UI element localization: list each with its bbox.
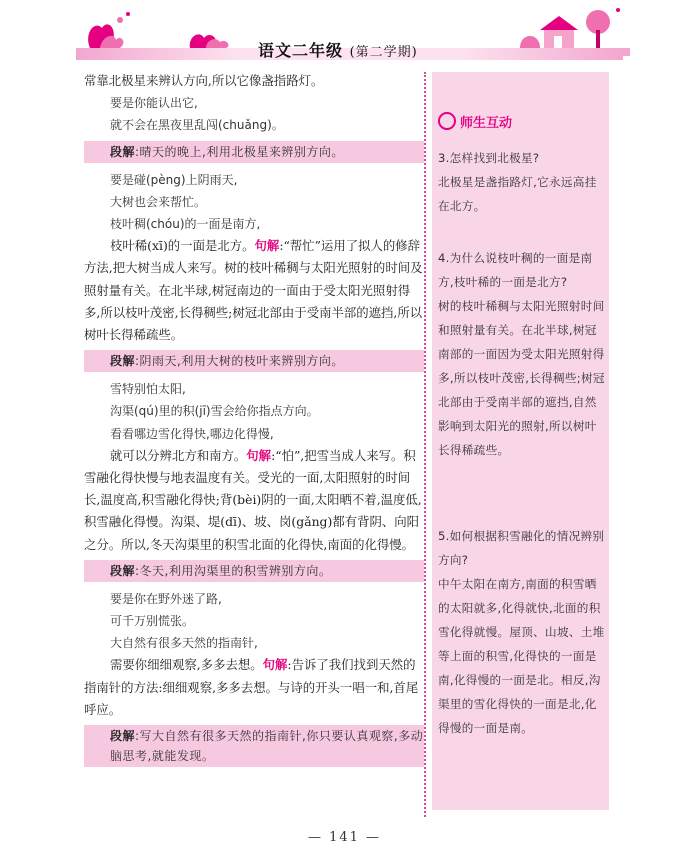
magnifier-icon — [438, 112, 456, 130]
verse-line: 要是你能认出它, — [110, 96, 198, 111]
verse-line: 雪特别怕太阳, — [110, 382, 186, 397]
answer: 中午太阳在南方,南面的积雪晒的太阳就多,化得就快,北面的积雪化得就慢。屋顶、山坡、土堆等上面的积雪,化得快的一面是南,化得慢的一面是北。相反,沟渠里的雪化得快的一面是北,化得慢的一面是南。 — [438, 577, 605, 735]
answer: 树的枝叶稀稠与太阳光照射时间和照射量有关。在北半球,树冠南部的一面因为受太阳光照射得多,所以枝叶茂密,长得稠些;树冠北部由于受南半部的遮挡,自然影响到太阳光的照射,所以树叶长得稀疏些。 — [438, 299, 605, 457]
explanation-paragraph: 需要你细细观察,多多去想。句解:告诉了我们找到天然的指南针的方法:细细观察,多多去想。与诗的开头一唱一和,首尾呼应。 — [84, 657, 419, 717]
section-summary: 段解:写大自然有很多天然的指南针,你只要认真观察,多动脑思考,就能发现。 — [84, 725, 424, 767]
qa-block — [438, 524, 606, 740]
verse-line: 大树也会来帮忙。 — [110, 194, 207, 209]
verse-line: 就不会在黑夜里乱闯(chuǎng)。 — [110, 118, 284, 133]
verse-line: 可千万别慌张。 — [110, 614, 195, 629]
page-number: — 141 — — [307, 830, 382, 845]
opening-line: 常靠北极星来辨认方向,所以它像盏指路灯。 — [84, 73, 324, 88]
dotted-divider — [424, 72, 428, 817]
verse-line: 沟渠(qú)里的积(jī)雪会给你指点方向。 — [110, 404, 319, 419]
section-summary: 段解:冬天,利用沟渠里的积雪辨别方向。 — [84, 560, 424, 582]
verse-line: 要是你在野外迷了路, — [110, 591, 222, 606]
sidebar-heading: 师生互动 — [438, 112, 512, 131]
question: 4.为什么说枝叶稠的一面是南方,枝叶稀的一面是北方? — [438, 251, 593, 289]
section-summary: 段解:晴天的晚上,利用北极星来辨别方向。 — [84, 141, 424, 163]
section-summary: 段解:阴雨天,利用大树的枝叶来辨别方向。 — [84, 350, 424, 372]
explanation-paragraph: 就可以分辨北方和南方。句解:“怕”,把雪当成人来写。积雪融化得快慢与地表温度有关。受光的一面,太阳照射的时间长,温度高,积雪融化得快;背(bèi)阴的一面,太阳晒不着,温度低,积雪融化得慢。沟渠、堤(dī)、坡、岗(gǎng)都有背阴、向阳之分。所以,冬天沟渠里的积雪北面的化得快,南面的化得慢。 — [84, 447, 422, 552]
answer: 北极星是盏指路灯,它永远高挂在北方。 — [438, 175, 597, 213]
verse-line: 看看哪边雪化得快,哪边化得慢, — [110, 426, 274, 441]
verse-line: 大自然有很多天然的指南针, — [110, 636, 258, 651]
page-title: 语文二年级 (第二学期) — [258, 41, 418, 60]
verse-line: 枝叶稠(chóu)的一面是南方, — [110, 217, 261, 232]
question: 5.如何根据积雪融化的情况辨别方向? — [438, 529, 605, 567]
verse-line: 要是碰(pèng)上阴雨天, — [110, 172, 238, 187]
sidebar-panel — [432, 72, 609, 810]
question: 3.怎样找到北极星? — [438, 151, 540, 165]
main-text — [84, 70, 424, 773]
explanation-paragraph: 枝叶稀(xī)的一面是北方。句解:“帮忙”运用了拟人的修辞方法,把大树当成人来写。树的枝叶稀稠与太阳光照射的时间及照射量有关。在北半球,树冠南边的一面由于受太阳光照射得多,所以枝叶茂密,长得稠些;树冠北部由于受南半部的遮挡,所以树叶长得稀疏些。 — [84, 238, 423, 343]
qa-block — [438, 146, 606, 218]
semester: (第二学期) — [349, 45, 418, 60]
qa-block — [438, 246, 606, 462]
